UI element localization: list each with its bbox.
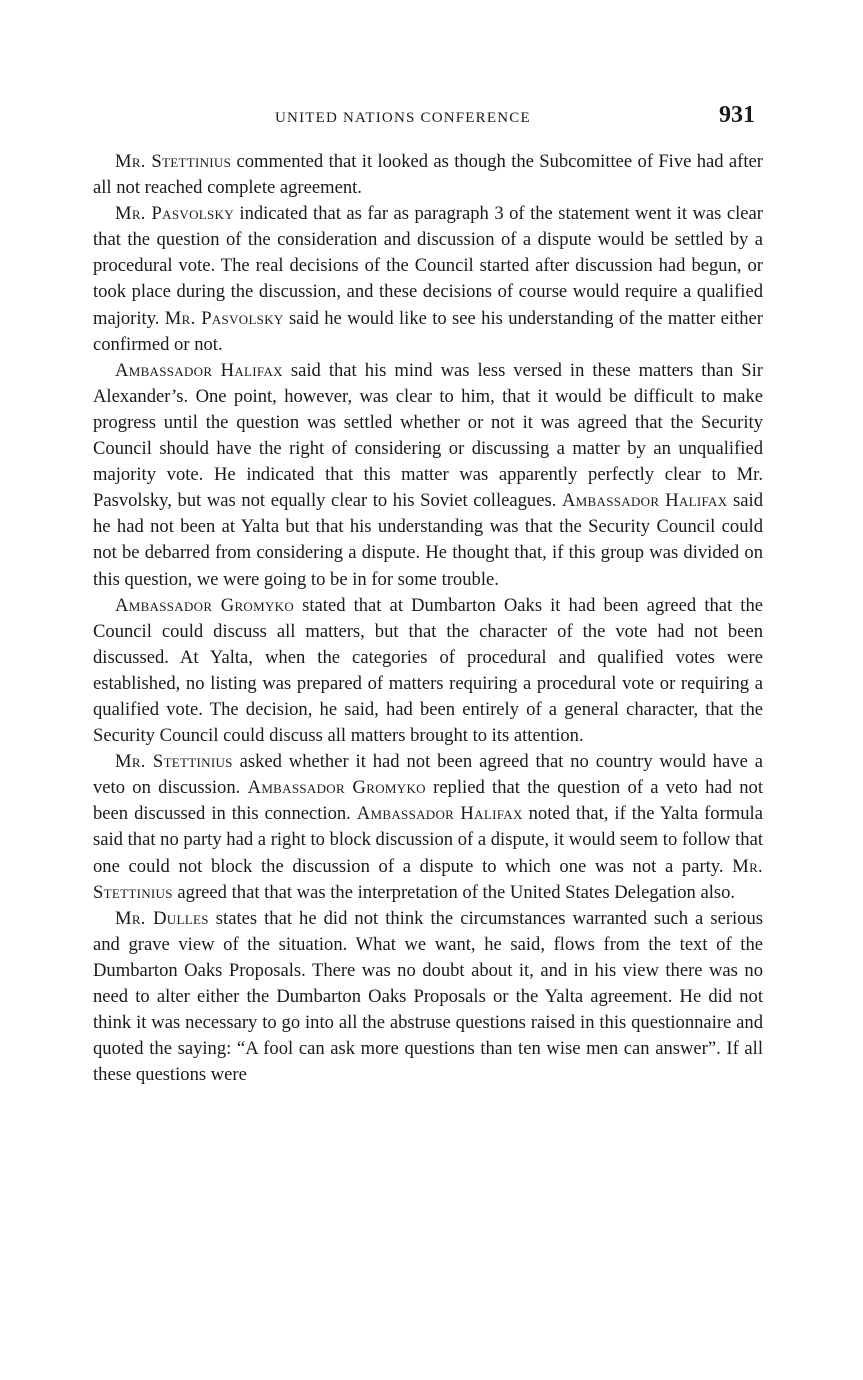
paragraph-text: replied that the question of a veto had not been discussed in this connection. [93, 777, 763, 825]
speaker-name: Mr. Stettinius [115, 151, 232, 172]
paragraph [93, 749, 763, 906]
speaker-name: Mr. Dulles [115, 907, 209, 929]
page-number: 931 [719, 102, 755, 128]
paragraph-text: stated that at Dumbarton Oaks it had been agreed that the Council could discuss all matters, but that the character of the vote had not been discussed. At Yalta, when the categories of procedural and qualified votes were established, no listing was prepared of matters requiring a procedural vote or requiring a qualified vote. The decision, he said, had been entirely of a general character, that the Security Council could discuss all matters brought to its attention. [93, 594, 763, 747]
paragraph-text: said he would like to see his understanding of the matter either confirmed or not. [93, 307, 763, 355]
speaker-name: Mr. Pasvolsky [164, 307, 284, 329]
paragraph [93, 201, 763, 358]
speaker-name: Ambassador Halifax [115, 359, 283, 381]
paragraph [93, 593, 763, 750]
speaker-name: Mr. Pasvolsky [115, 203, 234, 225]
running-title: UNITED NATIONS CONFERENCE [275, 110, 531, 126]
paragraph-text: indicated that as far as paragraph 3 of the statement went it was clear that the question of the consideration and discussion of a dispute would be settled by a procedural vote. The real decisions of the Council started after discussion had begun, or took place during the discussion, and these decisions of course would require a qualified majority. [93, 203, 764, 329]
speaker-name: Ambassador Halifax [561, 490, 728, 512]
speaker-name: Ambassador Halifax [356, 803, 523, 825]
document-page [93, 102, 763, 1088]
running-header [93, 102, 763, 142]
speaker-name: Mr. Stettinius [115, 751, 233, 773]
paragraph [93, 149, 763, 201]
paragraph-text: asked whether it had not been agreed that no country would have a veto on discussion. [93, 751, 763, 799]
speaker-name: Ambassador Gromyko [247, 777, 426, 799]
paragraph [93, 358, 763, 593]
speaker-name: Mr. Stettinius [93, 855, 763, 903]
paragraph-text: said that his mind was less versed in these matters than Sir Alexander’s. One point, however, was clear to him, that it would be difficult to make progress until the question was settled whether or not it was agreed that the Security Council should have the right of considering or discussing a matter by an unqualified majority vote. He indicated that this matter was apparently perfectly clear to Mr. Pasvolsky, but was not equally clear to his Soviet colleagues. [93, 359, 763, 512]
paragraph-text: commented that it looked as though the Subcomittee of Five had after all not reached complete agreement. [93, 151, 763, 199]
paragraph-text: states that he did not think the circumstances warranted such a serious and grave view of the situation. What we want, he said, flows from the text of the Dumbarton Oaks Proposals. There was no doubt about it, and in his view there was no need to alter either the Dumbarton Oaks Proposals or the Yalta agreement. He did not think it was necessary to go into all the abstruse questions raised in this questionnaire and quoted the saying: “A fool can ask more questions than ten wise men can answer”. If all these questions were [93, 907, 764, 1086]
paragraph-text: agreed that that was the interpretation of the United States Delegation also. [172, 881, 736, 903]
paragraph-text: noted that, if the Yalta formula said that no party had a right to block discussion of a dispute, it would seem to follow that one could not block the discussion of a dispute to which one was not a party. [93, 803, 763, 877]
speaker-name: Ambassador Gromyko [115, 594, 295, 616]
text-body [93, 149, 763, 1088]
paragraph-text: said he had not been at Yalta but that his understanding was that the Security Council could not be debarred from considering a dispute. He thought that, if this group was divided on this question, we were going to be in for some trouble. [93, 490, 763, 590]
paragraph [93, 906, 763, 1089]
